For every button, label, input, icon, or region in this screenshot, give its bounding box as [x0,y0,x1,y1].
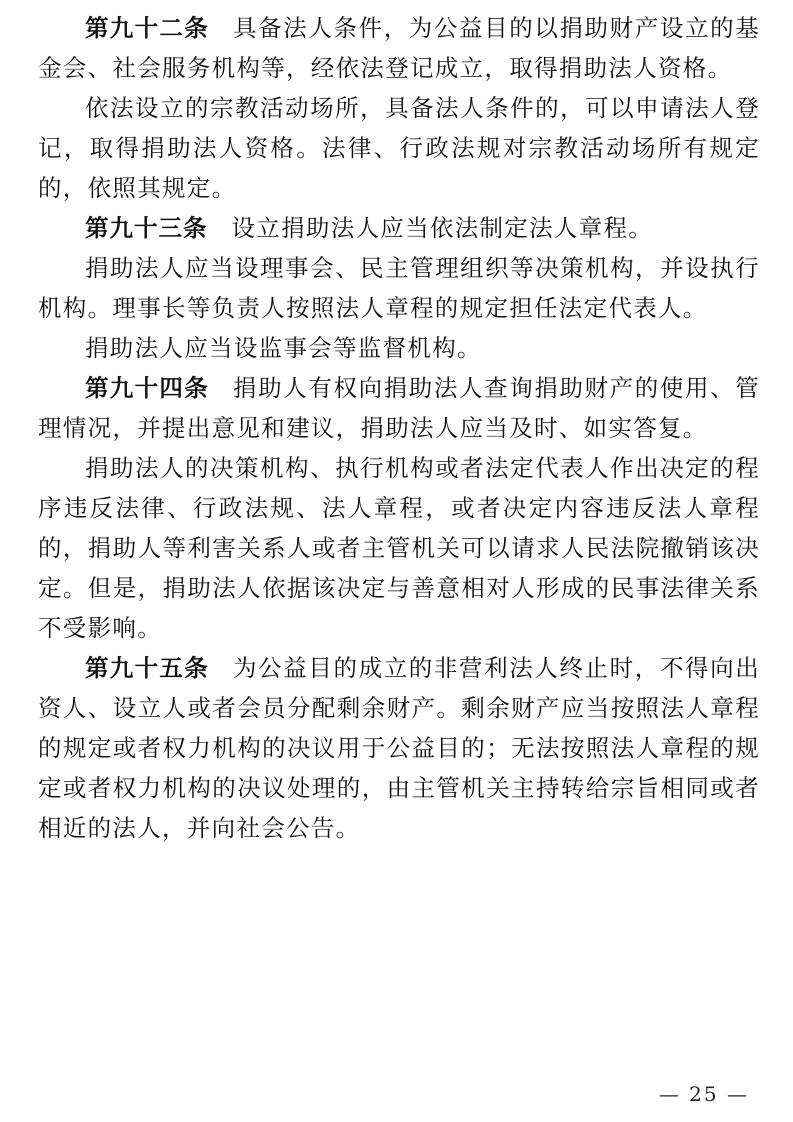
article-93-paragraph-2: 捐助法人应当设理事会、民主管理组织等决策机构，并设执行机构。理事长等负责人按照法人章程的规定担任法定代表人。 [38,254,760,322]
article-number: 第九十四条 [85,374,210,402]
paragraph-text: 设立捐助法人应当依法制定法人章程。 [231,214,654,242]
article-94-paragraph-2: 捐助法人的决策机构、执行机构或者法定代表人作出决定的程序违反法律、行政法规、法人章程，或者决定内容违反法人章程的，捐助人等利害关系人或者主管机关可以请求人民法院撤销该决定。但是，捐助法人依据该决定与善意相对人形成的民事法律关系不受影响。 [38,454,760,642]
article-number: 第九十五条 [85,654,210,682]
article-number: 第九十二条 [85,14,210,42]
page-number: — 25 — [658,1082,749,1106]
article-94-paragraph-1 [38,368,760,448]
article-95-paragraph-1 [38,648,760,848]
document-page [38,8,760,848]
article-92-paragraph-2: 依法设立的宗教活动场所，具备法人条件的，可以申请法人登记，取得捐助法人资格。法律、行政法规对宗教活动场所有规定的，依照其规定。 [38,94,760,202]
paragraph-text: 捐助人有权向捐助法人查询捐助财产的使用、管理情况，并提出意见和建议，捐助法人应当及时、如实答复。 [38,374,760,442]
paragraph-text: 具备法人条件，为公益目的以捐助财产设立的基金会、社会服务机构等，经依法登记成立，取得捐助法人资格。 [38,14,760,82]
article-number: 第九十三条 [85,214,208,242]
paragraph-text: 为公益目的成立的非营利法人终止时，不得向出资人、设立人或者会员分配剩余财产。剩余财产应当按照法人章程的规定或者权力机构的决议用于公益目的；无法按照法人章程的规定或者权力机构的决议处理的，由主管机关主持转给宗旨相同或者相近的法人，并向社会公告。 [38,654,760,842]
article-92-paragraph-1 [38,8,760,88]
article-93-paragraph-1 [38,208,760,248]
article-93-paragraph-3: 捐助法人应当设监事会等监督机构。 [85,334,482,362]
